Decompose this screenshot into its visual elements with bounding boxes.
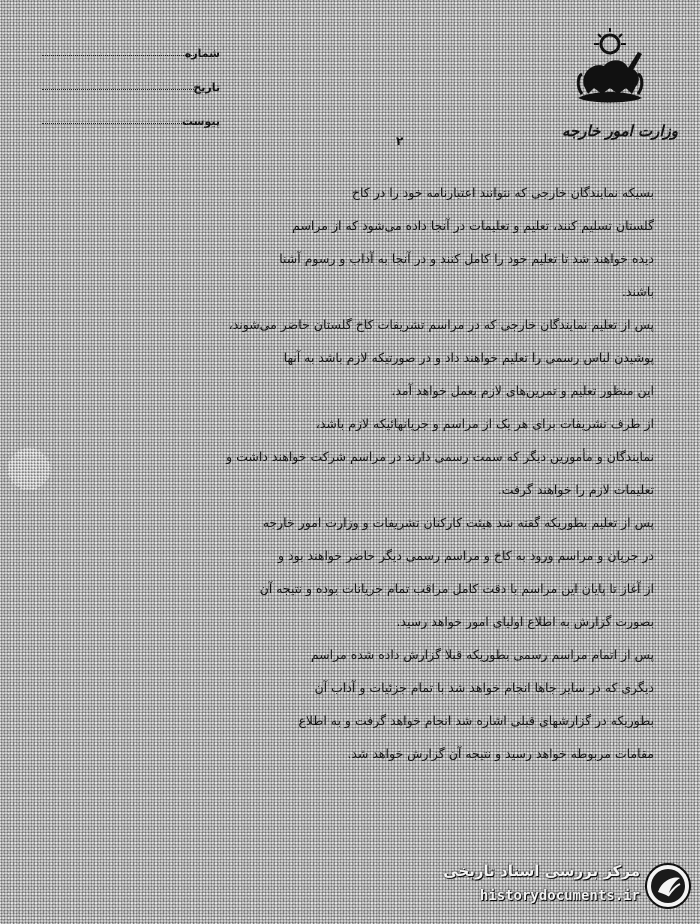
- body-line: پس از تعلیم نمایندگان خارجی که در مراسم تشریفات کاخ گلستان حاضر می‌شوند،: [228, 317, 654, 332]
- body-line: در جریان و مراسم ورود به کاخ و مراسم رسمی دیگر حاضر خواهند بود و: [278, 548, 654, 563]
- body-line: تعلیمات لازم را خواهند گرفت.: [497, 482, 654, 497]
- paper-stain: [8, 448, 50, 490]
- field-attachment: [42, 106, 220, 130]
- field-date-line: [42, 89, 194, 90]
- organization-title: وزارت امور خارجه: [561, 122, 678, 140]
- field-date: [42, 72, 220, 96]
- field-number: [42, 38, 220, 62]
- body-line: پس از اتمام مراسم رسمی بطوریکه قبلا گزارش داده شده مراسم: [310, 647, 654, 662]
- field-attachment-label: پیوست: [182, 115, 220, 128]
- archive-logo-icon: [644, 862, 692, 910]
- lion-and-sun-emblem-icon: [572, 24, 648, 112]
- body-line: باشند.: [621, 284, 654, 299]
- watermark: [412, 858, 692, 918]
- body-line: دیگری که در سایر جاها انجام خواهد شد با تمام جزئیات و آداب آن: [314, 680, 654, 695]
- body-line: گلستان تسلیم کنند، تعلیم و تعلیمات در آنجا داده می‌شود که از مراسم: [292, 218, 654, 233]
- field-number-line: [42, 55, 194, 56]
- page-number: ۲: [396, 134, 404, 148]
- field-attachment-line: [42, 123, 194, 124]
- body-line: از طرف تشریفات برای هر یک از مراسم و جریانهائیکه لازم باشد،: [315, 416, 654, 431]
- field-date-label: تاریخ: [193, 81, 220, 94]
- body-line: بصورت گزارش به اطلاع اولیای امور خواهد رسید.: [396, 614, 654, 629]
- body-line: بطوریکه در گزارشهای قبلی اشاره شد انجام خواهد گرفت و به اطلاع: [298, 713, 654, 728]
- field-number-label: شماره: [184, 47, 220, 60]
- body-line: بسیکه نمایندگان خارجی که نتوانند اعتبارنامه خود را در کاخ: [351, 185, 654, 200]
- body-line: نمایندگان و مأمورین دیگر که سمت رسمی دارند در مراسم شرکت خواهند داشت و: [226, 449, 654, 464]
- letter-body: [52, 176, 654, 770]
- body-line: پس از تعلیم بطوریکه گفته شد هیئت کارکنان تشریفات و وزارت امور خارجه: [262, 515, 654, 530]
- watermark-title: مرکز بررسی اسناد تاریخی: [443, 862, 640, 880]
- body-line: این منظور تعلیم و تمرین‌های لازم بعمل خواهد آمد.: [391, 383, 654, 398]
- body-line: مقامات مربوطه خواهد رسید و نتیجه آن گزارش خواهد شد.: [347, 746, 654, 761]
- body-line: دیده خواهند شد تا تعلیم خود را کامل کنند و در آنجا به آداب و رسوم آشنا: [279, 251, 654, 266]
- body-line: از آغاز تا پایان این مراسم با دقت کامل مراقب تمام جریانات بوده و نتیجه آن: [259, 581, 654, 596]
- body-line: پوشیدن لباس رسمی را تعلیم خواهند داد و در صورتیکه لازم باشد به آنها: [283, 350, 654, 365]
- header-fields: [42, 38, 220, 140]
- watermark-url: historydocuments.ir: [479, 888, 640, 904]
